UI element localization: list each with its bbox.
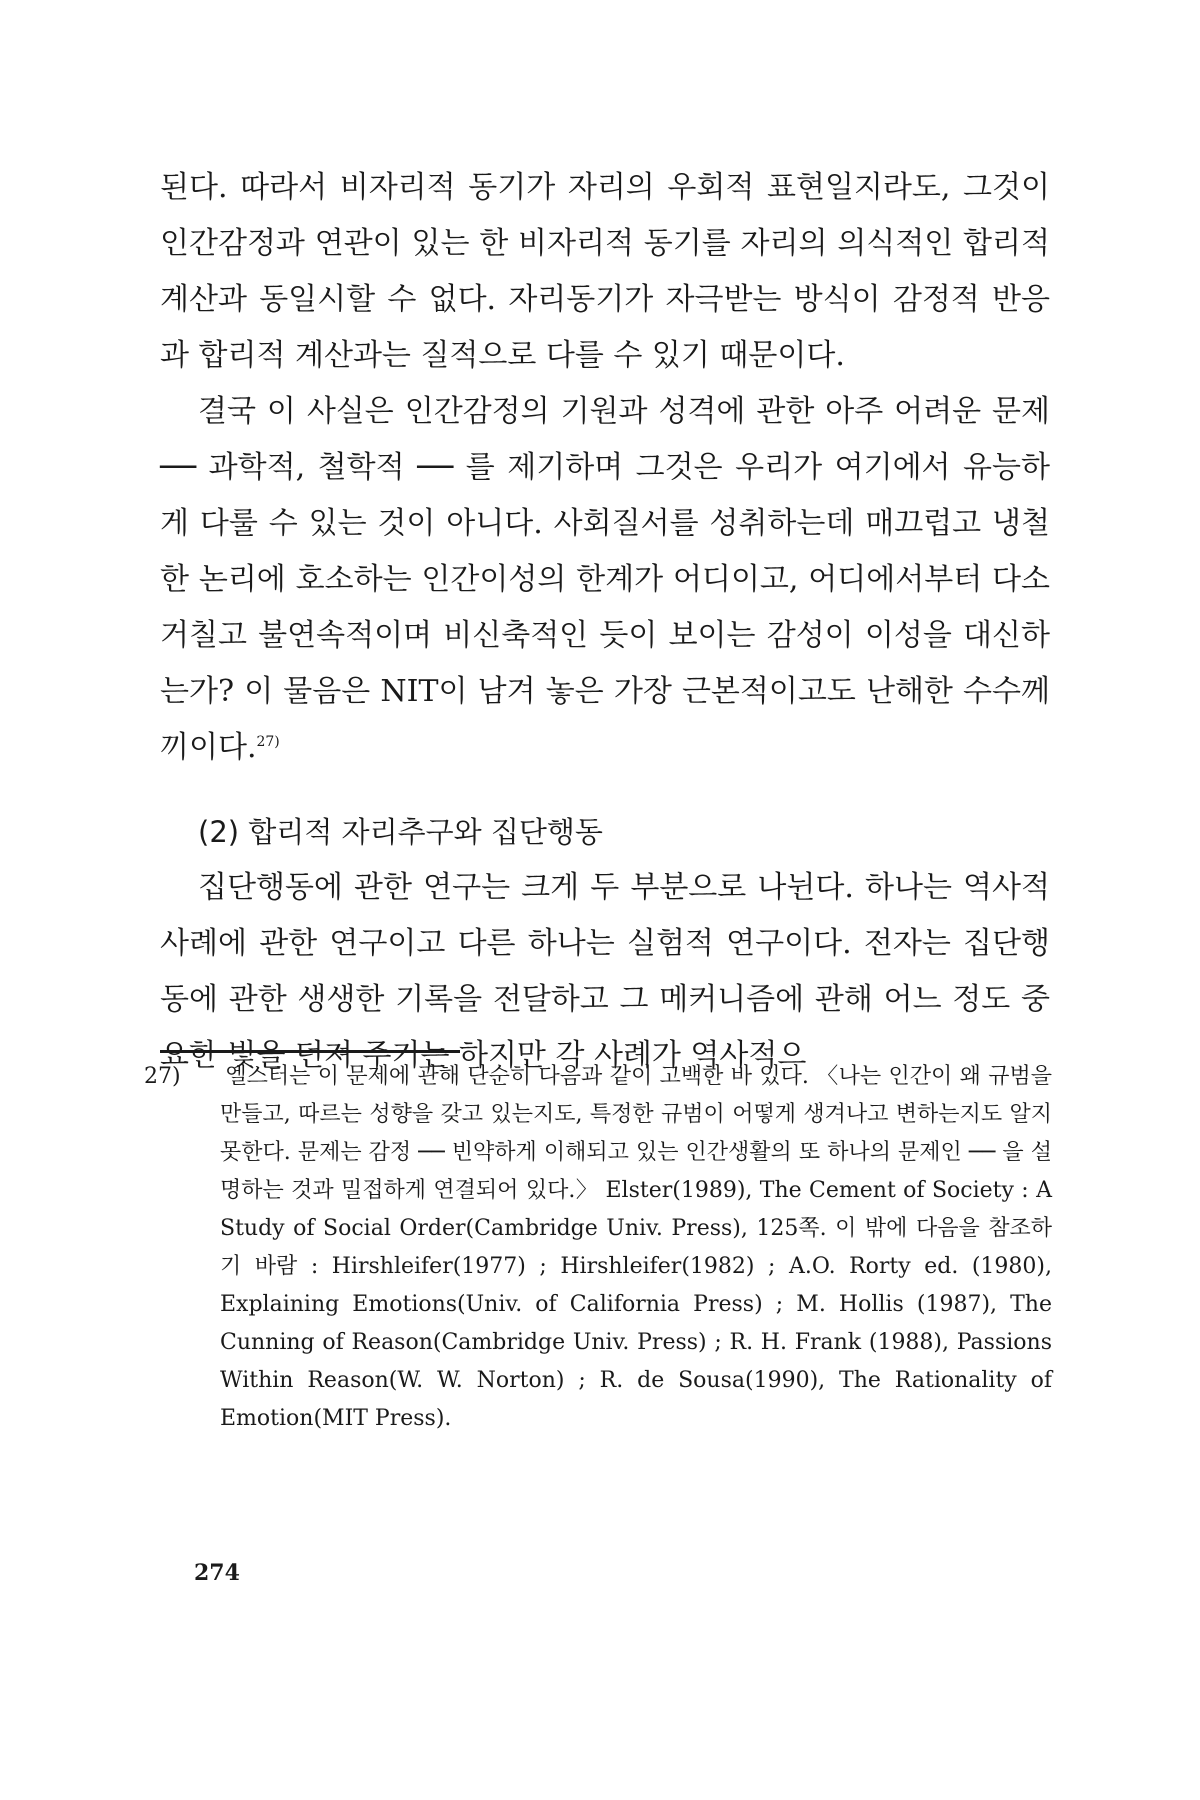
footnote-text: 엘스터는 이 문제에 관해 단순히 다음과 같이 고백한 바 있다. 〈나는 인간이 왜 규범을 만들고, 따르는 성향을 갖고 있는지도, 특정한 규범이 어떻게 생겨나고 변하는지도 알지 못한다. 문제는 감정 ── 빈약하게 이해되고 있는 인간생활의 또 하나의 문제인 ── 을 설명하는 것과 밀접하게 연결되어 있다.〉 Elster(1989), The Cement of Society : A Study of Social Order(Cambridge Univ. Press), 125쪽. 이 밖에 다음을 참조하기 바람 : Hirshleifer(1977) ; Hirshleifer(1982) ; A.O. Rorty ed. (1980), Explaining Emotions(Univ. of California Press) ; M. Hollis (1987), The Cunning of Reason(Cambridge Univ. Press) ; R. H. Frank (1988), Passions Within Reason(W. W. Norton) ; R. de Sousa(1990), The Rationality of Emotion(MIT Press). [220, 1064, 1052, 1431]
footnote-divider [160, 1050, 460, 1053]
footnote [144, 1058, 1052, 1438]
page-number: 274 [194, 1560, 240, 1586]
footnote-27 [144, 1058, 1052, 1438]
footnote-number: 27) [144, 1064, 181, 1089]
paragraph-3: 집단행동에 관한 연구는 크게 두 부분으로 나뉜다. 하나는 역사적 사례에 관한 연구이고 다른 하나는 실험적 연구이다. 전자는 집단행동에 관한 생생한 기록을 전달하고 그 메커니즘에 관해 어느 정도 중요한 빛을 던져 주기는 하지만 각 사례가 역사적으 [160, 870, 1050, 1073]
paragraph-1: 된다. 따라서 비자리적 동기가 자리의 우회적 표현일지라도, 그것이 인간감정과 연관이 있는 한 비자리적 동기를 자리의 의식적인 합리적 계산과 동일시할 수 없다. 자리동기가 자극받는 방식이 감정적 반응과 합리적 계산과는 질적으로 다를 수 있기 때문이다. [160, 170, 1050, 373]
paragraph-2-text: 결국 이 사실은 인간감정의 기원과 성격에 관한 아주 어려운 문제 ── 과학적, 철학적 ── 를 제기하며 그것은 우리가 여기에서 유능하게 다룰 수 있는 것이 아니다. 사회질서를 성취하는데 매끄럽고 냉철한 논리에 호소하는 인간이성의 한계가 어디이고, 어디에서부터 다소 거칠고 불연속적이며 비신축적인 듯이 보이는 감성이 이성을 대신하는가? 이 물음은 NIT이 남겨 놓은 가장 근본적이고도 난해한 수수께끼이다. [160, 394, 1050, 765]
section-heading: (2) 합리적 자리추구와 집단행동 [198, 815, 603, 849]
main-text [160, 160, 1050, 1084]
footnote-ref: 27) [256, 734, 280, 750]
paragraph-2 [160, 384, 1050, 776]
